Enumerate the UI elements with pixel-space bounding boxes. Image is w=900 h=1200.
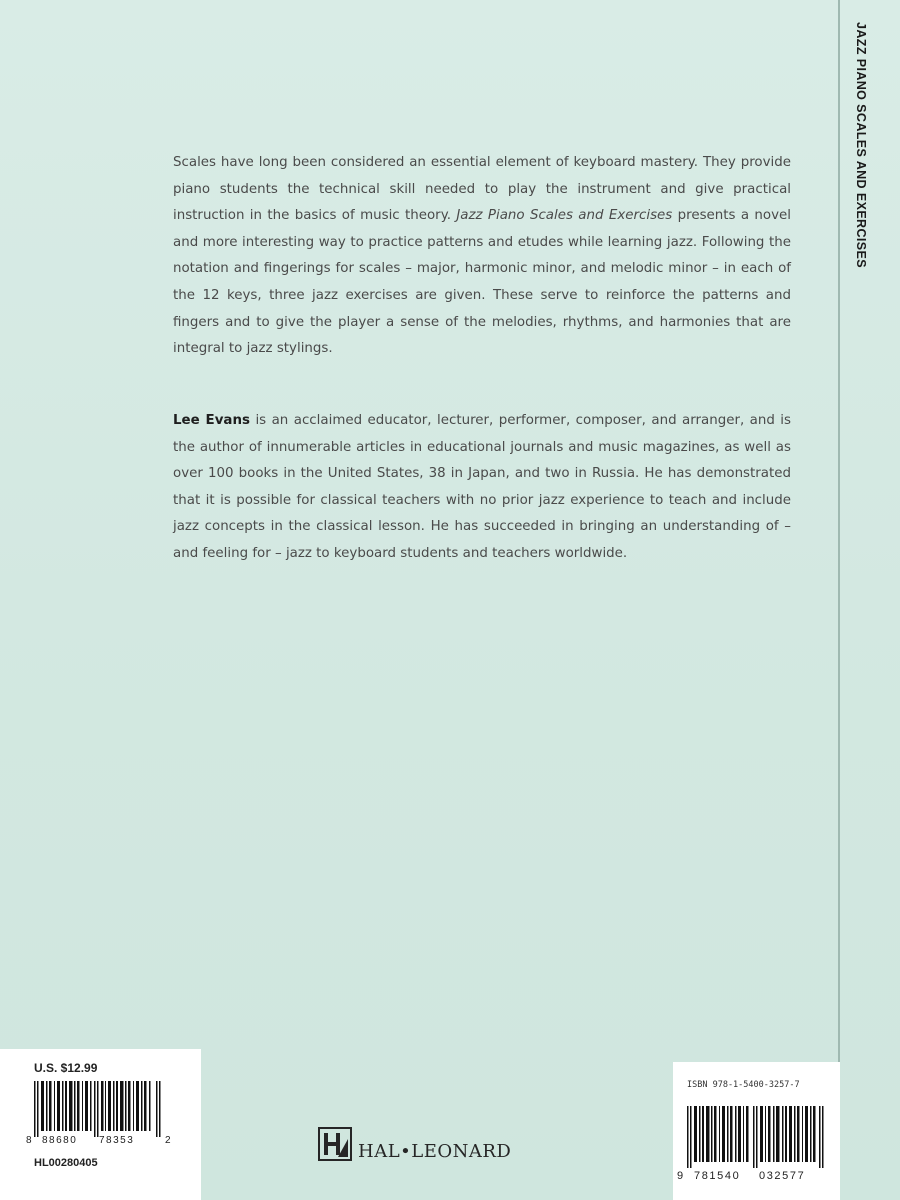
isbn-barcode (687, 1106, 825, 1168)
author-bio (173, 408, 791, 568)
upc-right-digits: 78353 (99, 1135, 135, 1146)
ean-left-digits: 781540 (694, 1170, 741, 1182)
upc-left-digits: 88680 (42, 1135, 78, 1146)
spine-divider (838, 0, 840, 1200)
upc-barcode (34, 1081, 162, 1137)
price-sticker (0, 1049, 201, 1200)
hal-leonard-logo-icon (318, 1127, 352, 1161)
item-code: HL00280405 (34, 1157, 98, 1169)
book-description (173, 150, 791, 363)
description-intro: Scales have long been considered an essential element of keyboard mastery. They provide piano students the technical skill needed to play the instrument and give practical instruction in the basics of music theory. (173, 155, 791, 224)
ean-right-digits: 032577 (759, 1170, 806, 1182)
upc-lead-digit: 8 (26, 1135, 32, 1146)
author-name: Lee Evans (173, 413, 250, 428)
publisher-logo (318, 1127, 588, 1167)
isbn-number: ISBN 978-1-5400-3257-7 (687, 1080, 800, 1090)
price-label: U.S. $12.99 (34, 1061, 98, 1075)
isbn-sticker (673, 1062, 840, 1200)
spine-title: JAZZ PIANO SCALES AND EXERCISES (854, 22, 868, 268)
description-rest: presents a novel and more interesting way to practice patterns and etudes while learning jazz. Following the notation and fingerings for scales – major, harmonic minor, and melodic minor – in each of the 12 keys, three jazz exercises are given. These serve to reinforce the patterns and fingers and to give the player a sense of the melodies, rhythms, and harmonies that are integral to jazz stylings. (173, 208, 791, 357)
author-bio-text: is an acclaimed educator, lecturer, performer, composer, and arranger, and is the author of innumerable articles in educational journals and music magazines, as well as over 100 books in the United States, 38 in Japan, and two in Russia. He has demonstrated that it is possible for classical teachers with no prior jazz experience to teach and include jazz concepts in the classical lesson. He has succeeded in bringing an understanding of – and feeling for – jazz to keyboard students and teachers worldwide. (173, 413, 792, 561)
ean-lead-digit: 9 (677, 1170, 684, 1182)
publisher-name: HAL•LEONARD (358, 1141, 512, 1162)
upc-check-digit: 2 (165, 1135, 171, 1146)
book-title-italic: Jazz Piano Scales and Exercises (456, 208, 673, 224)
